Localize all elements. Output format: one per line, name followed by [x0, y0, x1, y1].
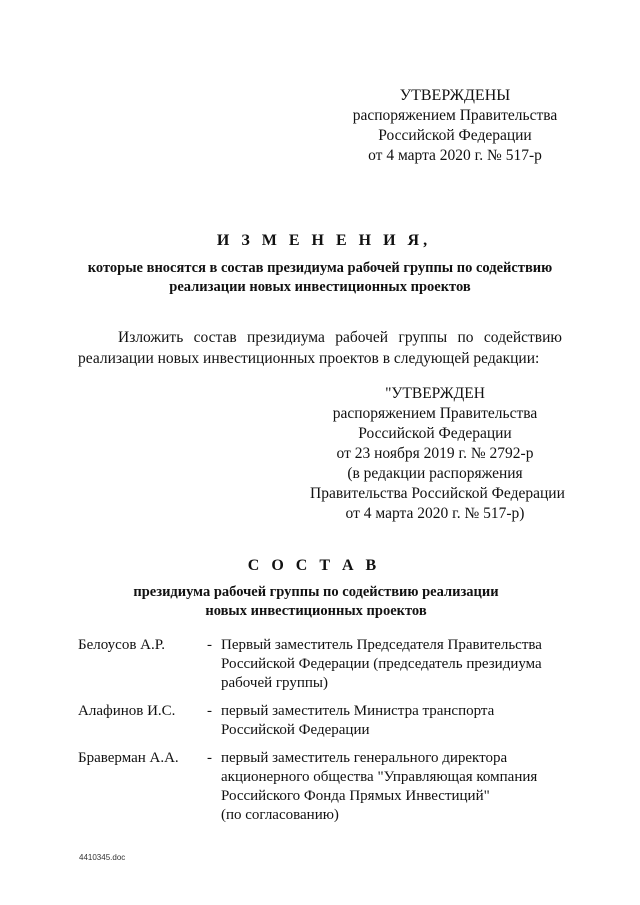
- member-name: Белоусов А.Р.: [78, 637, 165, 653]
- document-file-code: 4410345.doc: [79, 853, 126, 862]
- member-role-line: рабочей группы): [221, 675, 328, 691]
- approval-stamp-line: УТВЕРЖДЕНЫ: [399, 87, 511, 104]
- changes-subtitle-line: которые вносятся в состав президиума рабочей группы по содействию: [87, 260, 553, 276]
- member-dash: -: [207, 637, 212, 653]
- approval-stamp-line: распоряжением Правительства: [352, 107, 558, 124]
- quoted-stamp-line: от 23 ноября 2019 г. № 2792-р: [336, 445, 534, 462]
- member-role-line: первый заместитель Министра транспорта: [221, 703, 495, 719]
- member-role-line: первый заместитель генерального директора: [221, 750, 508, 766]
- approval-stamp-line: Российской Федерации: [378, 127, 532, 144]
- quoted-stamp-line: Российской Федерации: [358, 425, 512, 442]
- approval-stamp: [340, 86, 570, 166]
- changes-subtitle-line: реализации новых инвестиционных проектов: [169, 279, 471, 295]
- member-name: Алафинов И.С.: [78, 703, 176, 719]
- quoted-stamp-line: от 4 марта 2020 г. № 517-р): [345, 505, 525, 522]
- member-role-line: акционерного общества "Управляющая компания: [221, 769, 538, 785]
- quoted-approval-stamp: [310, 384, 565, 524]
- member-role: [221, 749, 561, 825]
- quoted-stamp-line: распоряжением Правительства: [332, 405, 538, 422]
- member-role: [221, 636, 561, 693]
- member-role-line: Российской Федерации: [221, 722, 370, 738]
- members-list: [78, 636, 578, 834]
- composition-subtitle-line: президиума рабочей группы по содействию реализации: [133, 584, 499, 600]
- intro-paragraph: [78, 327, 562, 369]
- member-row: [78, 636, 578, 693]
- member-row: [78, 749, 578, 825]
- member-row: [78, 702, 578, 740]
- member-role-line: Российского Фонда Прямых Инвестиций": [221, 788, 490, 804]
- composition-subtitle-line: новых инвестиционных проектов: [205, 603, 427, 619]
- member-dash: -: [207, 750, 212, 766]
- changes-heading: И З М Е Н Е Н И Я,: [216, 232, 432, 249]
- changes-subtitle: [60, 259, 580, 297]
- member-role: [221, 702, 561, 740]
- member-role-line: Российской Федерации (председатель президиума: [221, 656, 542, 672]
- quoted-stamp-line: Правительства Российской Федерации: [310, 485, 565, 502]
- composition-heading: С О С Т А В: [247, 557, 381, 574]
- member-name: Браверман А.А.: [78, 750, 179, 766]
- member-role-line: Первый заместитель Председателя Правительства: [221, 637, 542, 653]
- member-role-line: (по согласованию): [221, 807, 339, 823]
- intro-paragraph-line: реализации новых инвестиционных проектов в следующей редакции:: [78, 350, 540, 367]
- approval-stamp-line: от 4 марта 2020 г. № 517-р: [368, 147, 542, 164]
- composition-subtitle: [56, 583, 576, 621]
- quoted-stamp-line: "УТВЕРЖДЕН: [385, 385, 485, 402]
- member-dash: -: [207, 703, 212, 719]
- quoted-stamp-line: (в редакции распоряжения: [347, 465, 523, 482]
- intro-paragraph-line: Изложить состав президиума рабочей группы по содействию: [118, 329, 562, 346]
